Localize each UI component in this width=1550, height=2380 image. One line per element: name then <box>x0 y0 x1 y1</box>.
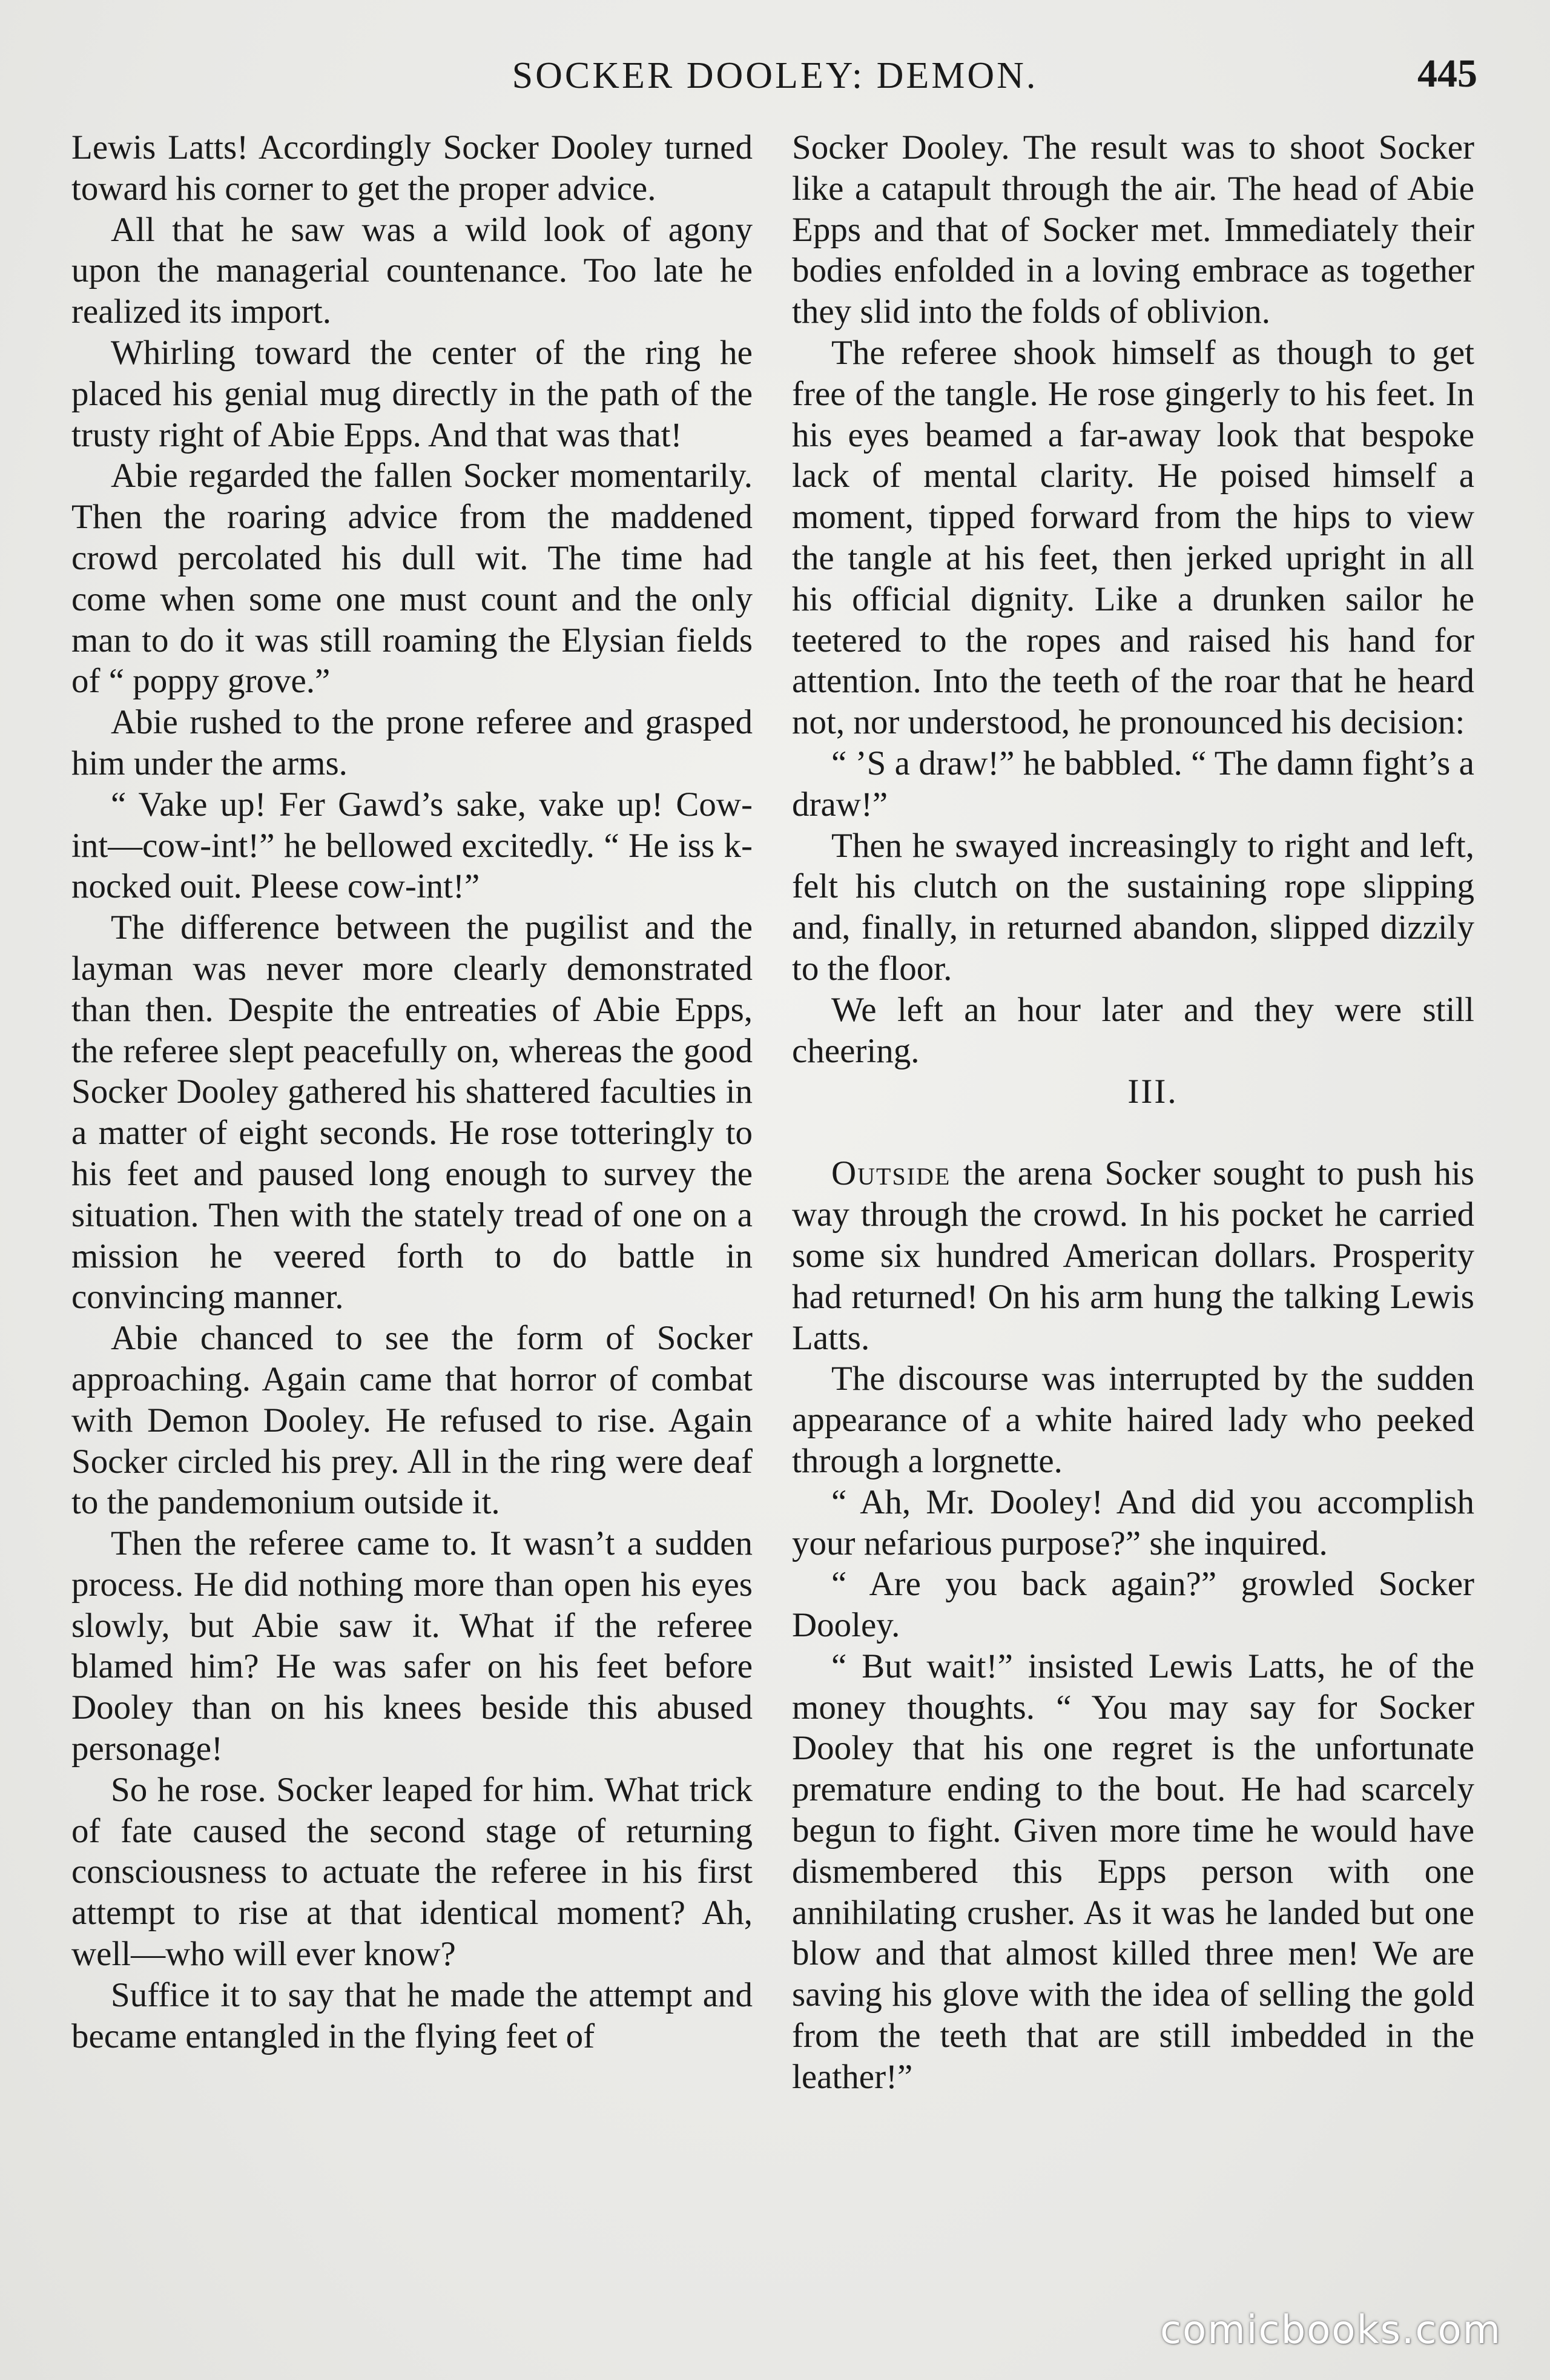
watermark: comicbooks.com <box>1159 2308 1502 2353</box>
paragraph: We left an hour later and they were still cheering. <box>792 990 1474 1070</box>
paragraph: So he rose. Socker leaped for him. What trick of fate caused the second stage of returning consciousness to actuate the referee in his first attempt to rise at that identical moment? Ah, well—who will ever know? <box>71 1770 753 1974</box>
running-title: SOCKER DOOLEY: DEMON. <box>512 55 1038 96</box>
paragraph: The difference between the pugilist and the layman was never more clearly demonstrated than then. Despite the entreaties of Abie Epps, the referee slept peacefully on, whereas the good Socker Dooley gathered his shattered faculties in a matter of eight seconds. He rose totteringly to his feet and paused long enough to survey the situation. Then with the stately tread of one on a mission he veered forth to do battle in convincing manner. <box>71 908 753 1317</box>
section-lead-word: Outside <box>831 1154 951 1193</box>
paragraph: The referee shook himself as though to get free of the tangle. He rose gingerly to his feet. In his eyes beamed a far-away look that bespoke lack of mental clarity. He poised himself a moment, tipped forward from the hips to view the tangle at his feet, then jerked upright in all his official dignity. Like a drunken sailor he teetered to the ropes and raised his hand for attention. Into the teeth of the roar that he heard not, nor understood, he pronounced his decision: <box>792 333 1474 742</box>
paragraph: Socker Dooley. The result was to shoot Socker like a catapult through the air. The head of Abie Epps and that of Socker met. Immediately their bodies enfolded in a loving embrace as together they slid into the folds of oblivion. <box>792 128 1474 331</box>
running-head <box>0 42 1550 109</box>
paragraph: Abie rushed to the prone referee and grasped him under the arms. <box>71 703 753 782</box>
paragraph: Suffice it to say that he made the attempt and became entangled in the flying feet of <box>71 1975 753 2055</box>
paragraph: Abie chanced to see the form of Socker approaching. Again came that horror of combat with Demon Dooley. He refused to rise. Again Socker circled his prey. All in the ring were deaf to the pandemonium outside it. <box>71 1319 753 1522</box>
paragraph: “ Vake up! Fer Gawd’s sake, vake up! Cow-int—cow-int!” he bellowed excitedly. “ He iss k-nocked ouit. Pleese cow-int!” <box>71 785 753 906</box>
left-column <box>71 127 753 2057</box>
paragraph: “ Ah, Mr. Dooley! And did you accomplish your nefarious purpose?” she inquired. <box>792 1483 1474 1562</box>
paragraph: “ Are you back again?” growled Socker Dooley. <box>792 1565 1474 1645</box>
page-number: 445 <box>1417 51 1477 96</box>
right-column <box>792 127 1474 2098</box>
paragraph: All that he saw was a wild look of agony upon the managerial countenance. Too late he realized its import. <box>71 210 753 331</box>
paragraph: The discourse was interrupted by the sudden appearance of a white haired lady who peeked through a lorgnette. <box>792 1360 1474 1480</box>
section-numeral: III. <box>1127 1073 1178 1111</box>
paragraph: Whirling toward the center of the ring he placed his genial mug directly in the path of the trusty right of Abie Epps. And that was that! <box>71 333 753 454</box>
paragraph: “ ’S a draw!” he babbled. “ The damn fight’s a draw!” <box>792 744 1474 824</box>
section-lead-text: the arena Socker sought to push his way through the crowd. In his pocket he carried some six hundred American dollars. Prosperity had returned! On his arm hung the talking Lewis Latts. <box>792 1154 1474 1357</box>
paragraph: Lewis Latts! Accordingly Socker Dooley turned toward his corner to get the proper advice. <box>71 128 753 208</box>
paragraph: Then he swayed increasingly to right and left, felt his clutch on the sustaining rope slipping and, finally, in returned abandon, slipped dizzily to the floor. <box>792 826 1474 988</box>
paragraph: “ But wait!” insisted Lewis Latts, he of the money thoughts. “ You may say for Socker Dooley that his one regret is the unfortunate premature ending to the bout. He had scarcely begun to fight. Given more time he would have dismembered this Epps person with one annihilating crusher. As it was he landed but one blow and that almost killed three men! We are saving his glove with the idea of selling the gold from the teeth that are still imbedded in the leather!” <box>792 1647 1474 2096</box>
paragraph: Then the referee came to. It wasn’t a sudden process. He did nothing more than open his eyes slowly, but Abie saw it. What if the referee blamed him? He was safer on his feet before Dooley than on his knees beside this abused personage! <box>71 1524 753 1768</box>
paragraph: Abie regarded the fallen Socker momentarily. Then the roaring advice from the maddened crowd percolated his dull wit. The time had come when some one must count and the only man to do it was still roaming the Elysian fields of “ poppy grove.” <box>71 457 753 701</box>
section-lead-paragraph <box>792 1153 1474 1358</box>
